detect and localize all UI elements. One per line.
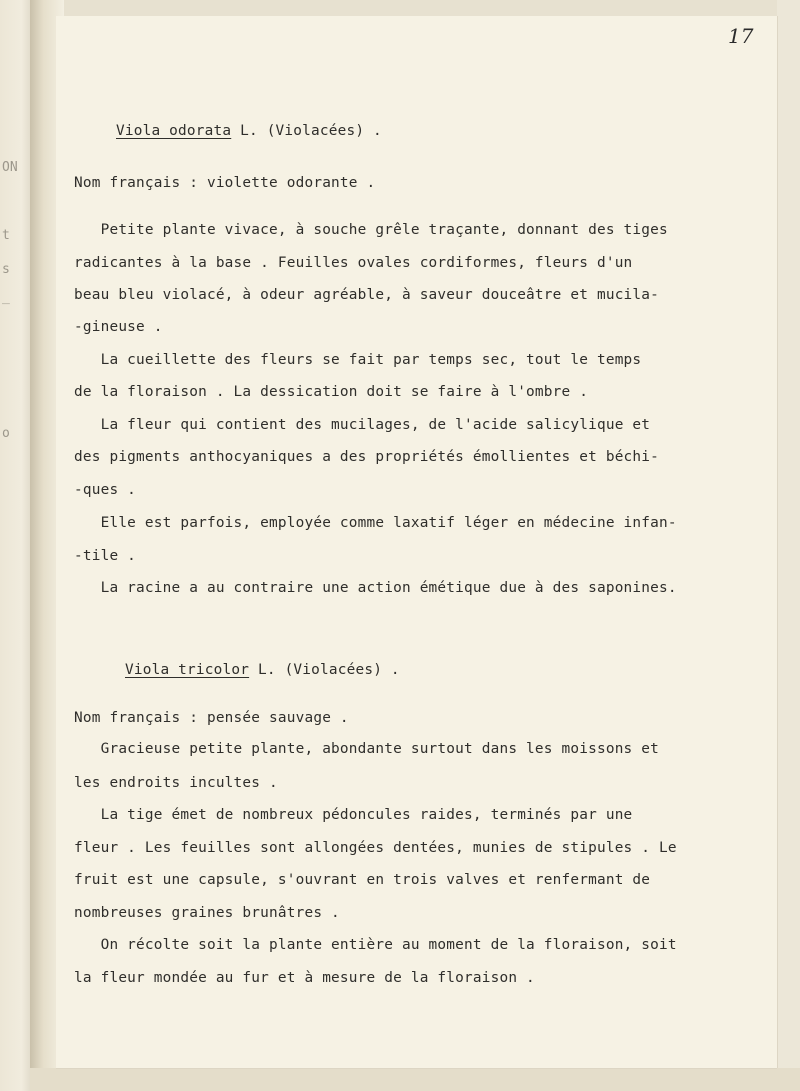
text-line: Nom français : violette odorante . bbox=[74, 175, 376, 191]
text-line: fruit est une capsule, s'ouvrant en trois valves et renfermant de bbox=[74, 872, 651, 888]
text-line: La racine a au contraire une action émétique due à des saponines. bbox=[74, 580, 677, 596]
adjacent-page-fragment: ON bbox=[2, 160, 18, 175]
adjacent-page-fragment: o bbox=[2, 426, 10, 441]
text-line: les endroits incultes . bbox=[74, 775, 278, 791]
text-line: La cueillette des fleurs se fait par temps sec, tout le temps bbox=[74, 352, 642, 368]
text-line: Nom français : pensée sauvage . bbox=[74, 710, 349, 726]
bottom-margin bbox=[30, 1068, 800, 1091]
adjacent-page-fragment: _ bbox=[2, 290, 10, 305]
text-line: La tige émet de nombreux pédoncules raides, terminés par une bbox=[74, 807, 633, 823]
text-line: -ques . bbox=[74, 482, 137, 498]
text-line: Petite plante vivace, à souche grêle traçante, donnant des tiges bbox=[74, 222, 668, 238]
section-title bbox=[125, 660, 400, 680]
adjacent-page-fragment: s bbox=[2, 262, 10, 277]
text-line: radicantes à la base . Feuilles ovales cordiformes, fleurs d'un bbox=[74, 255, 633, 271]
species-name: Viola odorata bbox=[116, 123, 232, 139]
text-line: On récolte soit la plante entière au moment de la floraison, soit bbox=[74, 937, 677, 953]
family-name: L. (Violacées) . bbox=[231, 123, 382, 139]
text-line: fleur . Les feuilles sont allongées dentées, munies de stipules . Le bbox=[74, 840, 677, 856]
species-name: Viola tricolor bbox=[125, 662, 250, 678]
text-line: de la floraison . La dessication doit se faire à l'ombre . bbox=[74, 384, 589, 400]
page-number: 17 bbox=[728, 24, 754, 48]
text-line: Elle est parfois, employée comme laxatif léger en médecine infan- bbox=[74, 515, 677, 531]
text-line: la fleur mondée au fur et à mesure de la floraison . bbox=[74, 970, 535, 986]
right-margin bbox=[777, 0, 800, 1091]
text-line: des pigments anthocyaniques a des propriétés émollientes et béchi- bbox=[74, 449, 660, 465]
text-line: beau bleu violacé, à odeur agréable, à saveur douceâtre et mucila- bbox=[74, 287, 660, 303]
adjacent-page-fragment: t bbox=[2, 228, 10, 243]
text-line: nombreuses graines brunâtres . bbox=[74, 905, 340, 921]
family-name: L. (Violacées) . bbox=[249, 662, 400, 678]
text-line: -tile . bbox=[74, 548, 137, 564]
text-line: Gracieuse petite plante, abondante surtout dans les moissons et bbox=[74, 741, 660, 757]
text-line: -gineuse . bbox=[74, 319, 163, 335]
text-line: La fleur qui contient des mucilages, de l'acide salicylique et bbox=[74, 417, 651, 433]
section-title bbox=[116, 121, 382, 141]
